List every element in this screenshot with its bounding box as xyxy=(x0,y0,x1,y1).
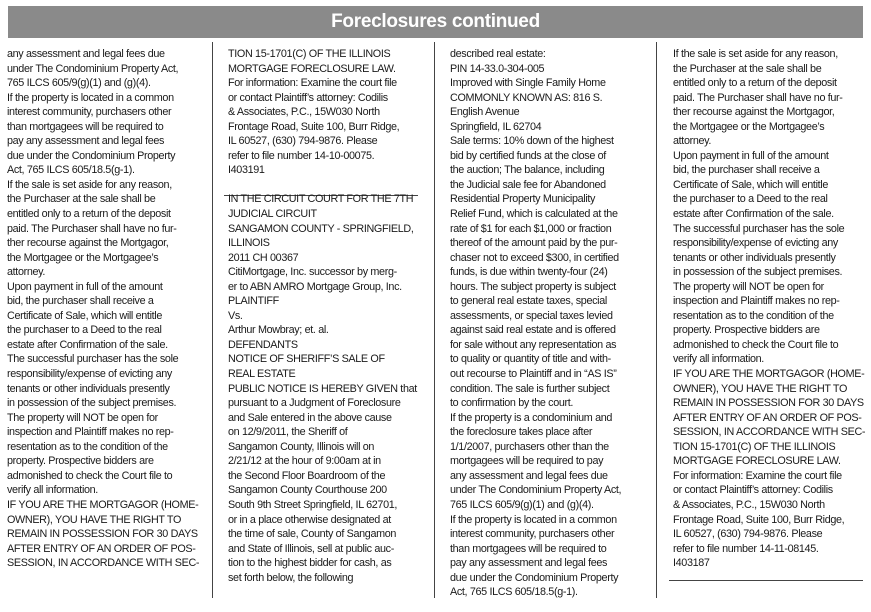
text-line: under The Condominium Property Act, xyxy=(7,62,179,75)
text-line: any assessment and legal fees due xyxy=(450,469,608,482)
text-line: refer to file number 14-10-00075. xyxy=(228,149,375,162)
text-line: South 9th Street Springfield, IL 62701, xyxy=(228,498,398,511)
text-line: entitled only to a return of the deposit xyxy=(673,77,837,90)
text-line: The successful purchaser has the sole xyxy=(673,222,845,235)
text-line: Frontage Road, Suite 100, Burr Ridge, xyxy=(228,120,400,133)
text-line: verify all information. xyxy=(673,353,764,366)
text-line: estate after Confirmation of the sale. xyxy=(7,338,168,351)
text-line: IL 60527, (630) 794-9876. Please xyxy=(228,135,378,148)
text-line: The property will NOT be open for xyxy=(673,280,824,293)
text-line: pursuant to a Judgment of Foreclosure xyxy=(228,397,401,410)
text-line: out recourse to Plaintiff and in “AS IS” xyxy=(450,368,617,381)
text-line: funds, is due within twenty-four (24) xyxy=(450,266,608,279)
text-line: 2011 CH 00367 xyxy=(228,251,299,264)
text-line: REMAIN IN POSSESSION FOR 30 DAYS xyxy=(673,397,864,410)
text-line: due under the Condominium Property xyxy=(7,149,176,162)
text-line: to confirmation by the court. xyxy=(450,397,574,410)
text-line: attorney. xyxy=(7,266,46,279)
text-column-4 xyxy=(673,47,869,571)
text-line: I403187 xyxy=(673,557,710,570)
text-line: than mortgagees will be required to xyxy=(450,542,607,555)
text-line: Residential Property Municipality xyxy=(450,193,596,206)
text-line: Springfield, IL 62704 xyxy=(450,120,542,133)
text-line: condition. The sale is further subject xyxy=(450,382,610,395)
text-line: bid, the purchaser shall receive a xyxy=(673,164,820,177)
text-line: ther recourse against the Mortgagor, xyxy=(673,106,835,119)
text-line: tenants or other individuals presently xyxy=(673,251,836,264)
text-line: Frontage Road, Suite 100, Burr Ridge, xyxy=(673,513,845,526)
text-line: than mortgagees will be required to xyxy=(7,120,164,133)
text-line: set forth below, the following xyxy=(228,571,354,584)
text-line: inspection and Plaintiff makes no rep- xyxy=(673,295,840,308)
text-line: If the sale is set aside for any reason, xyxy=(7,178,172,191)
text-line: estate after Confirmation of the sale. xyxy=(673,208,834,221)
text-line: 1/1/2007, purchasers other than the xyxy=(450,440,609,453)
text-line: the auction; The balance, including xyxy=(450,164,605,177)
text-line: and State of Illinois, sell at public auc- xyxy=(228,542,394,555)
text-line: Certificate of Sale, which will entitle xyxy=(7,309,162,322)
text-line: SESSION, IN ACCORDANCE WITH SEC- xyxy=(673,426,866,439)
section-title: Foreclosures continued xyxy=(331,11,540,32)
text-line: the Purchaser at the sale shall be xyxy=(673,62,822,75)
text-line: resentation as to the condition of the xyxy=(673,309,834,322)
text-line: the foreclosure takes place after xyxy=(450,426,593,439)
text-line: IF YOU ARE THE MORTGAGOR (HOME- xyxy=(7,498,199,511)
text-line: English Avenue xyxy=(450,106,520,119)
text-line: 765 ILCS 605/9(g)(1) and (g)(4). xyxy=(450,498,594,511)
text-line: for sale without any representation as xyxy=(450,338,617,351)
text-line: Sale terms: 10% down of the highest xyxy=(450,135,614,148)
text-line: Improved with Single Family Home xyxy=(450,77,606,90)
text-column-3 xyxy=(450,47,646,600)
text-line: Vs. xyxy=(228,309,243,322)
text-line: any assessment and legal fees due xyxy=(7,48,165,60)
text-line: IN THE CIRCUIT COURT FOR THE 7TH xyxy=(228,193,414,206)
text-line: the time of sale, County of Sangamon xyxy=(228,528,397,541)
text-line: MORTGAGE FORECLOSURE LAW. xyxy=(228,62,396,75)
text-line: 765 ILCS 605/9(g)(1) and (g)(4). xyxy=(7,77,151,90)
text-line: REAL ESTATE xyxy=(228,368,296,381)
text-line: tion to the highest bidder for cash, as xyxy=(228,557,392,570)
text-line: OWNER), YOU HAVE THE RIGHT TO xyxy=(7,513,182,526)
text-line: & Associates, P.C., 15W030 North xyxy=(228,106,380,119)
text-line: PLAINTIFF xyxy=(228,295,279,308)
column-rule xyxy=(212,42,213,598)
text-line: For information: Examine the court file xyxy=(673,469,842,482)
text-line: pay any assessment and legal fees xyxy=(450,557,608,570)
text-line: described real estate: xyxy=(450,48,546,60)
text-line: in possession of the subject premises. xyxy=(7,397,177,410)
text-line: on 12/9/2011, the Sheriff of xyxy=(228,426,348,439)
text-line: Arthur Mowbray; et. al. xyxy=(228,324,329,337)
text-line: SESSION, IN ACCORDANCE WITH SEC- xyxy=(7,557,200,570)
text-line: Act, 765 ILCS 605/18.5(g-1). xyxy=(450,586,578,599)
text-line: ther recourse against the Mortgagor, xyxy=(7,237,169,250)
text-line: the Mortgagee or the Mortgagee’s xyxy=(7,251,159,264)
text-line: verify all information. xyxy=(7,484,98,497)
text-line: hours. The subject property is subject xyxy=(450,280,616,293)
text-column-1 xyxy=(7,47,203,571)
text-line: CitiMortgage, Inc. successor by merg- xyxy=(228,266,397,279)
text-line: TION 15-1701(C) OF THE ILLINOIS xyxy=(228,48,391,60)
text-line: property. Prospective bidders are xyxy=(7,455,154,468)
text-line: thereof of the amount paid by the pur- xyxy=(450,237,618,250)
text-line: the purchaser to a Deed to the real xyxy=(673,193,828,206)
text-line: property. Prospective bidders are xyxy=(673,324,820,337)
text-line: the Second Floor Boardroom of the xyxy=(228,469,386,482)
text-line: The property will NOT be open for xyxy=(7,411,158,424)
text-column-2 xyxy=(228,47,424,585)
text-line: interest community, purchasers other xyxy=(7,106,172,119)
text-line: due under the Condominium Property xyxy=(450,571,619,584)
column-rule xyxy=(656,42,657,598)
text-line: If the property is located in a common xyxy=(450,513,617,526)
text-line xyxy=(228,178,424,193)
text-line: Certificate of Sale, which will entitle xyxy=(673,178,828,191)
text-line: resentation as to the condition of the xyxy=(7,440,168,453)
text-line: Sangamon County, Illinois will on xyxy=(228,440,375,453)
text-line: COMMONLY KNOWN AS: 816 S. xyxy=(450,91,603,104)
text-line: JUDICIAL CIRCUIT xyxy=(228,208,317,221)
text-line: bid, the purchaser shall receive a xyxy=(7,295,154,308)
text-line: DEFENDANTS xyxy=(228,338,298,351)
text-line: to quality or quantity of title and with- xyxy=(450,353,611,366)
text-line: in possession of the subject premises. xyxy=(673,266,843,279)
text-line: IF YOU ARE THE MORTGAGOR (HOME- xyxy=(673,368,865,381)
text-line: PIN 14-33.0-304-005 xyxy=(450,62,545,75)
text-line: admonished to check the Court file to xyxy=(673,338,839,351)
text-line: mortgagees will be required to pay xyxy=(450,455,604,468)
text-line: For information: Examine the court file xyxy=(228,77,397,90)
text-line: REMAIN IN POSSESSION FOR 30 DAYS xyxy=(7,528,198,541)
notice-separator xyxy=(669,580,863,581)
text-line: er to ABN AMRO Mortgage Group, Inc. xyxy=(228,280,402,293)
text-line: attorney. xyxy=(673,135,712,148)
text-line: AFTER ENTRY OF AN ORDER OF POS- xyxy=(7,542,196,555)
text-line: the Judicial sale fee for Abandoned xyxy=(450,178,606,191)
text-line: responsibility/expense of evicting any xyxy=(7,368,172,381)
text-line: If the property is a condominium and xyxy=(450,411,613,424)
text-line: If the property is located in a common xyxy=(7,91,174,104)
text-line: or in a place otherwise designated at xyxy=(228,513,391,526)
text-line: or contact Plaintiff’s attorney: Codilis xyxy=(673,484,833,497)
text-line: Upon payment in full of the amount xyxy=(7,280,163,293)
text-line: assessments, or special taxes levied xyxy=(450,309,613,322)
text-line: SANGAMON COUNTY - SPRINGFIELD, xyxy=(228,222,414,235)
text-line: interest community, purchasers other xyxy=(450,528,615,541)
text-line: Upon payment in full of the amount xyxy=(673,149,829,162)
text-line: the Mortgagee or the Mortgagee’s xyxy=(673,120,825,133)
text-line: Act, 765 ILCS 605/18.5(g-1). xyxy=(7,164,135,177)
text-line: rate of $1 for each $1,000 or fraction xyxy=(450,222,612,235)
text-line: entitled only to a return of the deposit xyxy=(7,208,171,221)
text-line: the Purchaser at the sale shall be xyxy=(7,193,156,206)
text-line: OWNER), YOU HAVE THE RIGHT TO xyxy=(673,382,848,395)
text-line: and Sale entered in the above cause xyxy=(228,411,392,424)
text-line: to general real estate taxes, special xyxy=(450,295,607,308)
text-line: under The Condominium Property Act, xyxy=(450,484,622,497)
text-line: NOTICE OF SHERIFF’S SALE OF xyxy=(228,353,385,366)
text-line: PUBLIC NOTICE IS HEREBY GIVEN that xyxy=(228,382,417,395)
text-line: & Associates, P.C., 15W030 North xyxy=(673,498,825,511)
text-line: or contact Plaintiff’s attorney: Codilis xyxy=(228,91,388,104)
text-line: chaser not to exceed $300, in certified xyxy=(450,251,619,264)
text-line: the purchaser to a Deed to the real xyxy=(7,324,162,337)
text-line: TION 15-1701(C) OF THE ILLINOIS xyxy=(673,440,836,453)
text-line: inspection and Plaintiff makes no rep- xyxy=(7,426,174,439)
text-line: 2/21/12 at the hour of 9:00am at in xyxy=(228,455,381,468)
text-line: Sangamon County Courthouse 200 xyxy=(228,484,387,497)
text-line: refer to file number 14-11-08145. xyxy=(673,542,819,555)
text-line: IL 60527, (630) 794-9876. Please xyxy=(673,528,823,541)
text-line: paid. The Purchaser shall have no fur- xyxy=(7,222,177,235)
text-line: MORTGAGE FORECLOSURE LAW. xyxy=(673,455,841,468)
text-line: bid by certified funds at the close of xyxy=(450,149,606,162)
text-line: responsibility/expense of evicting any xyxy=(673,237,838,250)
text-line: If the sale is set aside for any reason, xyxy=(673,48,838,60)
text-line: admonished to check the Court file to xyxy=(7,469,173,482)
column-rule xyxy=(434,42,435,598)
text-line: tenants or other individuals presently xyxy=(7,382,170,395)
text-line: against said real estate and is offered xyxy=(450,324,616,337)
text-line: paid. The Purchaser shall have no fur- xyxy=(673,91,843,104)
text-line: Relief Fund, which is calculated at the xyxy=(450,208,618,221)
text-line: AFTER ENTRY OF AN ORDER OF POS- xyxy=(673,411,862,424)
text-line: The successful purchaser has the sole xyxy=(7,353,179,366)
text-line: I403191 xyxy=(228,164,265,177)
text-line: pay any assessment and legal fees xyxy=(7,135,165,148)
text-line: ILLINOIS xyxy=(228,237,270,250)
section-header xyxy=(8,6,863,38)
